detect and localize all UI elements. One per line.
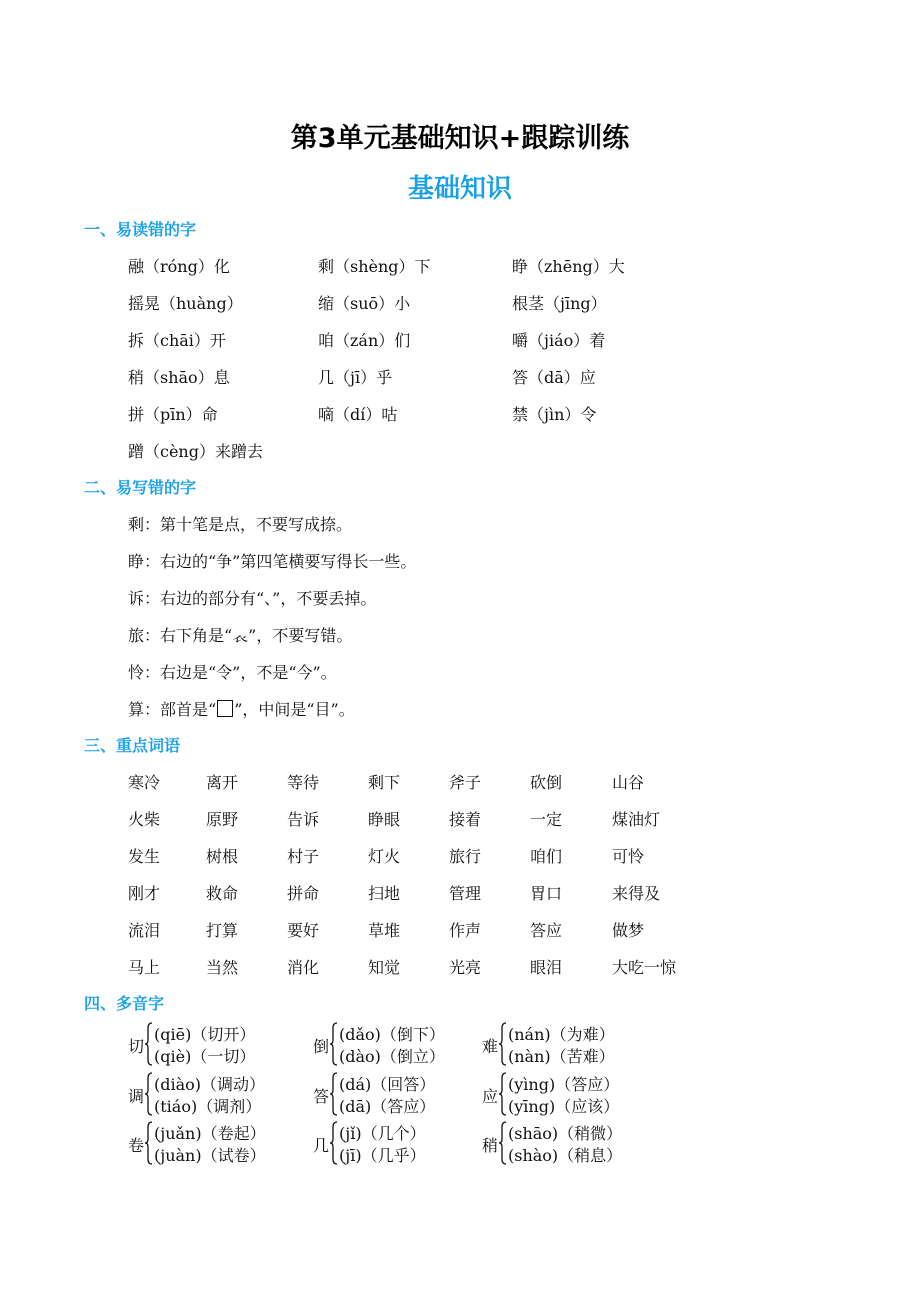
polyphone-reading: (dǎo)（倒下）	[339, 1025, 445, 1044]
key-word: 作声	[449, 921, 482, 940]
key-word: 接着	[449, 810, 482, 829]
section-heading-miswritten: 二、易写错的字	[84, 478, 197, 497]
key-word: 砍倒	[530, 773, 563, 792]
polyphone-char: 切	[128, 1037, 145, 1056]
writing-note: 睁：右边的“争”第四笔横要写得长一些。	[128, 552, 417, 571]
left-brace-icon	[499, 1022, 507, 1066]
polyphone-reading: (juǎn)（卷起）	[154, 1124, 266, 1143]
writing-note: 诉：右边的部分有“、”，不要丢掉。	[128, 589, 377, 608]
polyphone-reading: (jī)（几乎）	[339, 1146, 426, 1165]
key-word: 管理	[449, 884, 482, 903]
writing-note: 剩：第十笔是点，不要写成捺。	[128, 515, 353, 534]
polyphone-reading: (tiáo)（调剂）	[154, 1097, 262, 1116]
polyphone-char: 难	[482, 1037, 499, 1056]
writing-note	[128, 697, 355, 720]
key-word: 灯火	[368, 847, 401, 866]
key-word: 刚才	[128, 884, 161, 903]
reading-item: 拆（chāi）开	[128, 331, 226, 350]
polyphone-reading: (nán)（为难）	[508, 1025, 615, 1044]
reading-item: 根茎（jīng）	[512, 294, 607, 313]
polyphone-char: 卷	[128, 1136, 145, 1155]
key-word: 答应	[530, 921, 563, 940]
key-word: 要好	[287, 921, 320, 940]
key-word: 村子	[287, 847, 320, 866]
reading-item: 咱（zán）们	[318, 331, 411, 350]
key-word: 来得及	[612, 884, 661, 903]
reading-item: 答（dā）应	[512, 368, 596, 387]
reading-item: 禁（jìn）令	[512, 405, 597, 424]
polyphone-reading: (qiè)（一切）	[154, 1047, 256, 1066]
key-word: 做梦	[612, 921, 645, 940]
key-word: 知觉	[368, 958, 401, 977]
key-word: 消化	[287, 958, 320, 977]
section-heading-misread: 一、易读错的字	[84, 220, 197, 239]
section-heading-key-words: 三、重点词语	[84, 736, 181, 755]
polyphone-reading: (dā)（答应）	[339, 1097, 436, 1116]
polyphone-char: 调	[128, 1087, 145, 1106]
polyphone-reading: (diào)（调动）	[154, 1075, 266, 1094]
section-heading-polyphones: 四、多音字	[84, 994, 165, 1013]
reading-item: 睁（zhēng）大	[512, 257, 625, 276]
writing-note: 怜：右边是“令”，不是“今”。	[128, 663, 337, 682]
key-word: 睁眼	[368, 810, 401, 829]
reading-item: 缩（suō）小	[318, 294, 411, 313]
reading-item: 几（jī）乎	[318, 368, 393, 387]
reading-item: 稍（shāo）息	[128, 368, 230, 387]
reading-item: 剩（shèng）下	[318, 257, 431, 276]
writing-note-start: 算：部首是“	[128, 700, 217, 719]
key-word: 发生	[128, 847, 161, 866]
polyphone-reading: (yīng)（应该）	[508, 1097, 620, 1116]
key-word: 流泪	[128, 921, 161, 940]
polyphone-char: 答	[313, 1087, 330, 1106]
key-word: 寒冷	[128, 773, 161, 792]
key-word: 咱们	[530, 847, 563, 866]
key-word: 大吃一惊	[612, 958, 677, 977]
key-word: 可怜	[612, 847, 645, 866]
polyphone-char: 几	[313, 1136, 330, 1155]
key-word: 扫地	[368, 884, 401, 903]
key-word: 原野	[206, 810, 239, 829]
polyphone-reading: (shào)（稍息）	[508, 1146, 623, 1165]
polyphone-char: 倒	[313, 1037, 330, 1056]
left-brace-icon	[330, 1121, 338, 1165]
polyphone-char: 应	[482, 1087, 499, 1106]
key-word: 剩下	[368, 773, 401, 792]
key-word: 等待	[287, 773, 320, 792]
key-word: 一定	[530, 810, 563, 829]
reading-item: 蹭（cèng）来蹭去	[128, 442, 263, 461]
left-brace-icon	[330, 1072, 338, 1116]
key-word: 山谷	[612, 773, 645, 792]
reading-item: 摇晃（huàng）	[128, 294, 243, 313]
polyphone-reading: (dào)（倒立）	[339, 1047, 445, 1066]
left-brace-icon	[499, 1072, 507, 1116]
key-word: 草堆	[368, 921, 401, 940]
reading-item: 融（róng）化	[128, 257, 230, 276]
left-brace-icon	[145, 1022, 153, 1066]
key-word: 告诉	[287, 810, 320, 829]
left-brace-icon	[145, 1121, 153, 1165]
key-word: 树根	[206, 847, 239, 866]
key-word: 眼泪	[530, 958, 563, 977]
key-word: 马上	[128, 958, 161, 977]
polyphone-reading: (juàn)（试卷）	[154, 1146, 266, 1165]
polyphone-reading: (yìng)（答应）	[508, 1075, 620, 1094]
page-title: 第3单元基础知识+跟踪训练	[290, 123, 630, 154]
key-word: 火柴	[128, 810, 161, 829]
polyphone-reading: (dá)（回答）	[339, 1075, 436, 1094]
key-word: 煤油灯	[612, 810, 661, 829]
left-brace-icon	[145, 1072, 153, 1116]
reading-item: 嘀（dí）咕	[318, 405, 398, 424]
reading-item: 拼（pīn）命	[128, 405, 218, 424]
polyphone-reading: (nàn)（苦难）	[508, 1047, 615, 1066]
polyphone-char: 稍	[482, 1136, 499, 1155]
left-brace-icon	[499, 1121, 507, 1165]
writing-note: 旅：右下角是“𧘇”，不要写错。	[128, 626, 353, 645]
key-word: 救命	[206, 884, 239, 903]
polyphone-reading: (qiē)（切开）	[154, 1025, 256, 1044]
key-word: 旅行	[449, 847, 482, 866]
writing-note-end: ”，中间是“目”。	[234, 700, 355, 719]
radical-box-icon	[217, 700, 233, 717]
key-word: 光亮	[449, 958, 482, 977]
key-word: 当然	[206, 958, 239, 977]
key-word: 打算	[206, 921, 239, 940]
key-word: 胃口	[530, 884, 563, 903]
polyphone-reading: (shāo)（稍微）	[508, 1124, 623, 1143]
reading-item: 嚼（jiáo）着	[512, 331, 606, 350]
key-word: 斧子	[449, 773, 482, 792]
section-subtitle: 基础知识	[407, 174, 512, 204]
left-brace-icon	[330, 1022, 338, 1066]
key-word: 拼命	[287, 884, 320, 903]
key-word: 离开	[206, 773, 239, 792]
polyphone-reading: (jǐ)（几个）	[339, 1124, 426, 1143]
